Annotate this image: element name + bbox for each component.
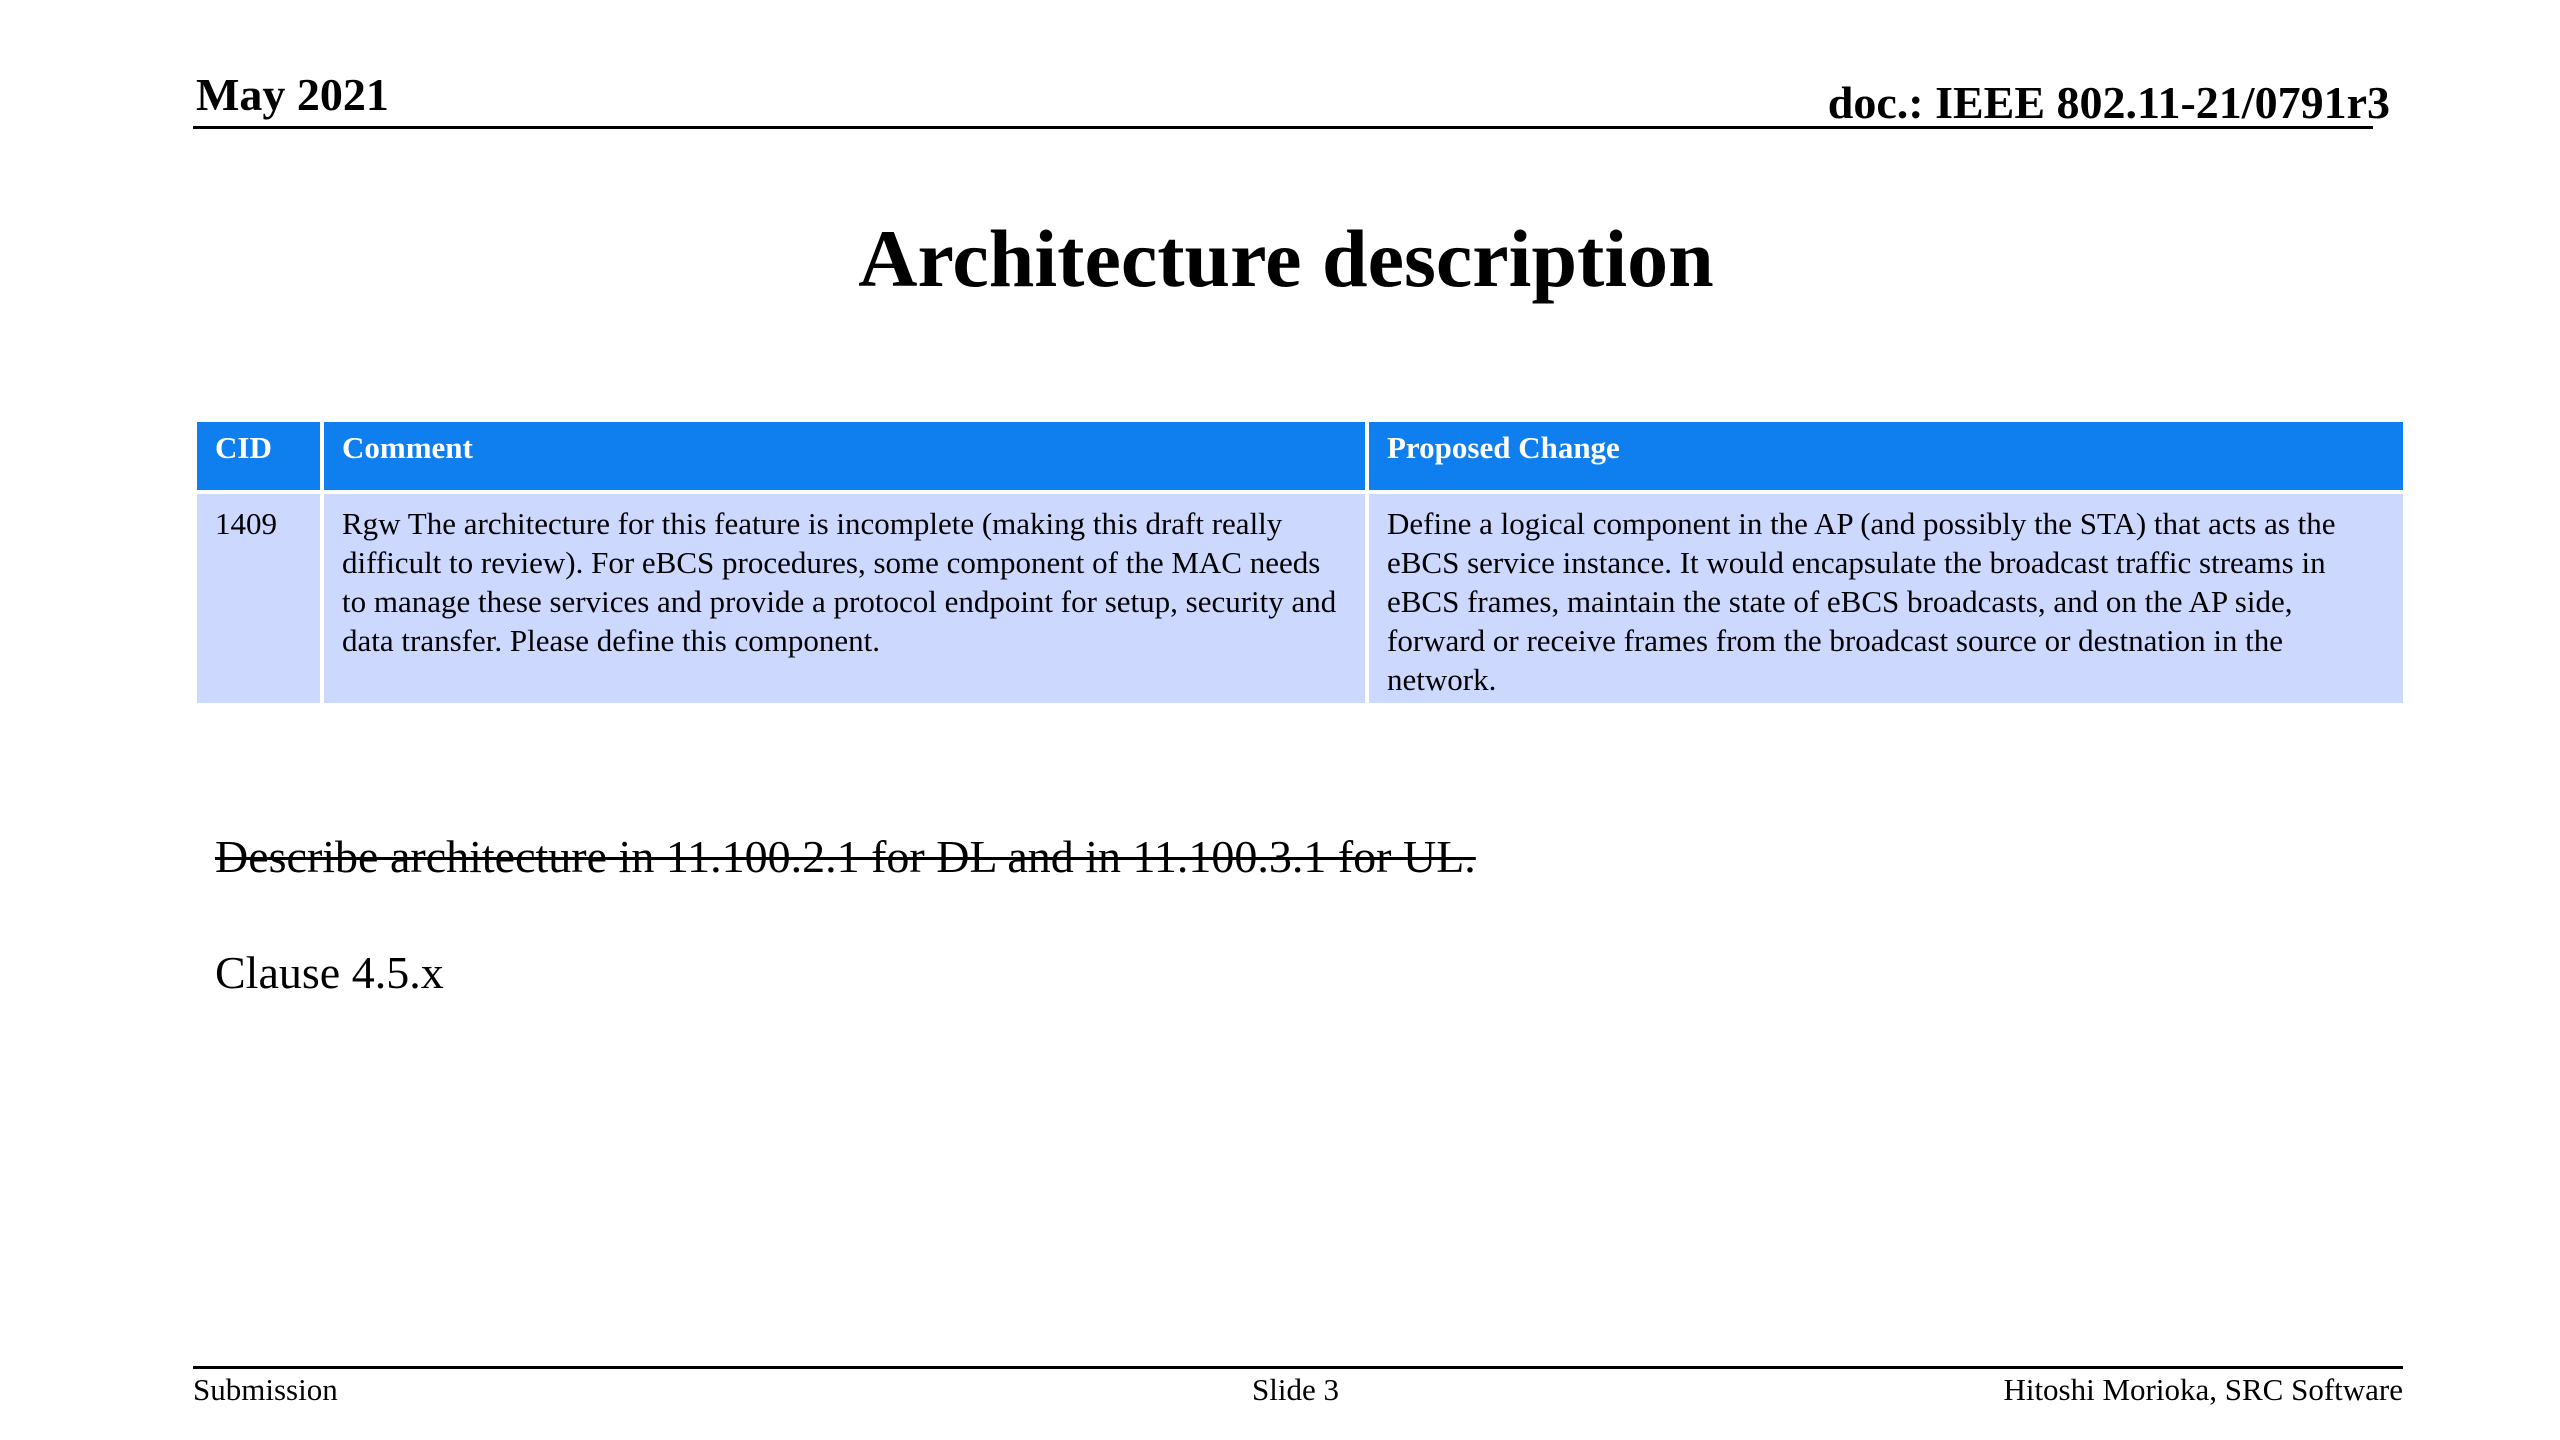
header-doc-id: doc.: IEEE 802.11-21/0791r3 <box>1827 77 2390 128</box>
slide-title: Architecture description <box>858 213 1714 304</box>
clause-text: Clause 4.5.x <box>215 947 444 998</box>
cell-cid: 1409 <box>195 492 322 705</box>
header-date: May 2021 <box>196 69 389 120</box>
comment-table <box>193 418 2407 707</box>
struck-instruction-text: Describe architecture in 11.100.2.1 for DL and in 11.100.3.1 for UL. <box>215 831 1476 882</box>
column-header-comment: Comment <box>322 420 1367 492</box>
cell-proposed-change: Define a logical component in the AP (and possibly the STA) that acts as the eBCS service instance. It would encapsulate the broadcast traffic streams in eBCS frames, maintain the state of eBCS broadcasts, and on the AP side, forward or receive frames from the broadcast source or destnation in the network. <box>1367 492 2405 705</box>
table-row <box>195 492 2405 705</box>
footer-divider <box>193 1366 2403 1369</box>
footer-submission: Submission <box>193 1372 338 1407</box>
column-header-cid: CID <box>195 420 322 492</box>
footer-slide-number: Slide 3 <box>1252 1372 1339 1407</box>
cell-comment: Rgw The architecture for this feature is incomplete (making this draft really difficult to review). For eBCS procedures, some component of the MAC needs to manage these services and provide a protocol endpoint for setup, security and data transfer. Please define this component. <box>322 492 1367 705</box>
header-divider <box>193 126 2373 129</box>
column-header-proposed-change: Proposed Change <box>1367 420 2405 492</box>
footer-author: Hitoshi Morioka, SRC Software <box>2003 1372 2403 1407</box>
table-header-row <box>195 420 2405 492</box>
